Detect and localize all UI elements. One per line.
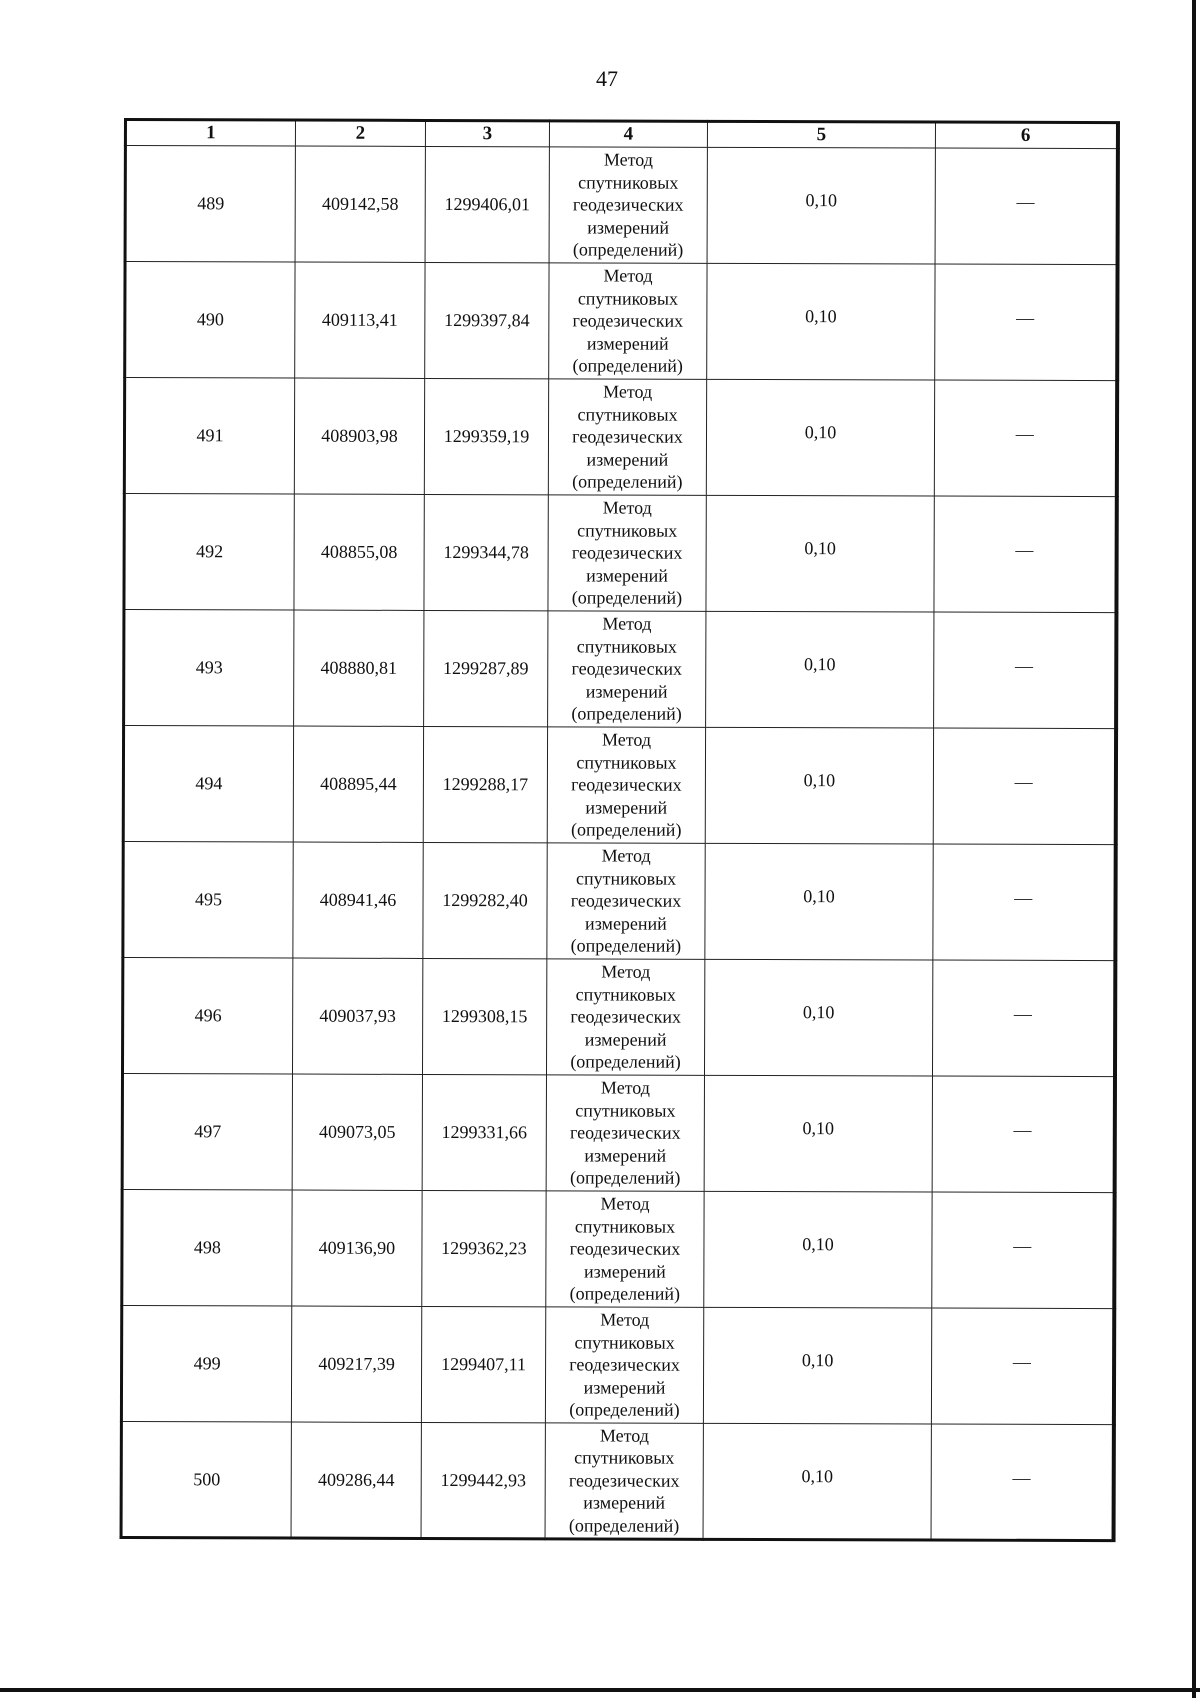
method-line: измерений — [584, 1145, 667, 1166]
method-line: спутниковых — [577, 520, 678, 541]
point-number-cell: 498 — [122, 1189, 292, 1306]
accuracy-cell: 0,10 — [707, 147, 935, 264]
point-number-cell: 497 — [122, 1074, 292, 1191]
method-cell — [548, 495, 706, 611]
method-line: геодезических — [569, 1122, 681, 1144]
y-coordinate-cell: 1299282,40 — [423, 842, 547, 958]
point-number-cell: 489 — [125, 146, 295, 263]
method-cell — [546, 1191, 704, 1307]
table-row — [121, 1421, 1113, 1540]
method-line: Метод — [602, 613, 652, 634]
method-line: спутниковых — [575, 984, 676, 1005]
method-line: Метод — [602, 497, 652, 518]
accuracy-cell: 0,10 — [706, 379, 934, 496]
accuracy-cell: 0,10 — [706, 495, 934, 612]
method-line: геодезических — [572, 194, 684, 216]
method-line: спутниковых — [575, 1100, 676, 1121]
method-line: геодезических — [571, 658, 683, 680]
method-cell — [545, 1307, 703, 1423]
y-coordinate-cell: 1299397,84 — [425, 262, 549, 378]
method-line: Метод — [603, 381, 653, 402]
table-row — [123, 842, 1115, 961]
method-line: спутниковых — [577, 288, 679, 309]
x-coordinate-cell: 409113,41 — [295, 262, 425, 378]
method-line: измерений — [586, 449, 669, 470]
method-cell — [547, 843, 705, 959]
method-line: (определений) — [571, 587, 683, 609]
table-body — [121, 146, 1117, 1541]
method-line: спутниковых — [576, 752, 677, 773]
method-line: (определений) — [572, 355, 683, 377]
accuracy-cell: 0,10 — [704, 959, 932, 1076]
x-coordinate-cell: 408855,08 — [294, 494, 424, 610]
method-cell — [547, 727, 705, 843]
method-cell — [545, 1423, 703, 1539]
table-row — [125, 146, 1117, 265]
method-line: измерений — [585, 681, 668, 702]
table-row — [124, 494, 1116, 613]
y-coordinate-cell: 1299407,11 — [421, 1306, 545, 1422]
note-cell: — — [934, 380, 1116, 497]
y-coordinate-cell: 1299331,66 — [422, 1074, 546, 1190]
column-header-4: 4 — [549, 121, 707, 147]
accuracy-cell: 0,10 — [706, 611, 934, 728]
method-cell — [549, 263, 707, 379]
method-cell — [548, 379, 706, 495]
note-cell: — — [934, 496, 1116, 613]
page-number: 47 — [596, 66, 618, 91]
note-cell: — — [932, 1192, 1114, 1309]
note-cell: — — [935, 264, 1117, 381]
point-number-cell: 492 — [124, 494, 294, 611]
method-line: (определений) — [571, 819, 682, 841]
method-line: (определений) — [569, 1283, 681, 1305]
accuracy-cell: 0,10 — [704, 1191, 932, 1308]
table-header-row — [125, 120, 1117, 149]
x-coordinate-cell: 409217,39 — [291, 1306, 421, 1422]
method-line: измерений — [587, 217, 670, 238]
method-line: (определений) — [571, 703, 682, 725]
method-line: геодезических — [572, 310, 684, 332]
method-line: измерений — [584, 1029, 667, 1050]
method-line: (определений) — [569, 1399, 680, 1421]
method-line: (определений) — [568, 1515, 680, 1536]
x-coordinate-cell: 408880,81 — [294, 610, 424, 726]
x-coordinate-cell: 408903,98 — [294, 378, 424, 494]
column-header-1: 1 — [125, 120, 295, 147]
method-line: измерений — [585, 913, 667, 934]
method-line: (определений) — [569, 1167, 681, 1189]
note-cell: — — [931, 1308, 1113, 1425]
point-number-cell: 495 — [123, 842, 293, 959]
method-line: Метод — [600, 1077, 651, 1098]
point-number-cell: 499 — [121, 1305, 291, 1422]
method-line: геодезических — [570, 890, 682, 912]
method-line: измерений — [583, 1261, 666, 1282]
table-row — [122, 958, 1114, 1077]
note-cell: — — [931, 1424, 1113, 1541]
method-line: спутниковых — [576, 636, 677, 657]
method-line: спутниковых — [574, 1447, 675, 1468]
method-line: Метод — [601, 845, 651, 866]
method-line: измерений — [583, 1492, 666, 1513]
point-number-cell: 494 — [123, 726, 293, 843]
method-line: Метод — [601, 961, 651, 982]
method-line: геодезических — [568, 1470, 680, 1491]
method-line: геодезических — [569, 1238, 681, 1260]
table-row — [122, 1189, 1114, 1308]
method-line: (определений) — [572, 239, 684, 261]
accuracy-cell: 0,10 — [703, 1307, 931, 1424]
table-row — [124, 610, 1116, 729]
coordinates-table — [120, 118, 1120, 1542]
note-cell: — — [935, 148, 1117, 265]
y-coordinate-cell: 1299308,15 — [422, 958, 546, 1074]
method-line: Метод — [600, 1193, 650, 1214]
method-line: спутниковых — [575, 868, 677, 889]
point-number-cell: 496 — [122, 958, 292, 1075]
column-header-5: 5 — [707, 121, 935, 148]
y-coordinate-cell: 1299362,23 — [422, 1190, 546, 1306]
method-line: Метод — [602, 729, 652, 750]
accuracy-cell: 0,10 — [703, 1423, 931, 1540]
note-cell: — — [934, 612, 1116, 729]
method-line: геодезических — [570, 1006, 682, 1028]
note-cell: — — [933, 728, 1115, 845]
x-coordinate-cell: 408941,46 — [293, 842, 423, 958]
note-cell: — — [933, 844, 1115, 961]
accuracy-cell: 0,10 — [704, 1075, 932, 1192]
table-row — [123, 726, 1115, 845]
method-cell — [548, 611, 706, 727]
method-cell — [546, 959, 704, 1075]
method-line: (определений) — [570, 935, 682, 957]
column-header-6: 6 — [935, 122, 1117, 149]
method-line: геодезических — [569, 1354, 680, 1376]
table-row — [121, 1305, 1113, 1424]
table-row — [125, 262, 1117, 381]
x-coordinate-cell: 408895,44 — [293, 726, 423, 842]
column-header-3: 3 — [425, 120, 549, 146]
point-number-cell: 490 — [125, 262, 295, 379]
column-header-2: 2 — [295, 120, 425, 146]
method-line: геодезических — [571, 774, 682, 796]
method-line: (определений) — [570, 1051, 681, 1073]
method-line: геодезических — [571, 542, 683, 564]
method-line: геодезических — [572, 426, 683, 448]
y-coordinate-cell: 1299406,01 — [425, 146, 549, 262]
page-border-right — [1192, 0, 1196, 1698]
x-coordinate-cell: 409142,58 — [295, 146, 425, 262]
method-line: спутниковых — [577, 404, 678, 425]
method-line: (определений) — [572, 471, 683, 493]
x-coordinate-cell: 409136,90 — [292, 1190, 422, 1306]
y-coordinate-cell: 1299288,17 — [423, 726, 547, 842]
table-row — [122, 1074, 1114, 1193]
method-line: измерений — [585, 797, 668, 818]
y-coordinate-cell: 1299359,19 — [424, 378, 548, 494]
method-line: измерений — [586, 565, 668, 586]
x-coordinate-cell: 409286,44 — [291, 1422, 421, 1538]
x-coordinate-cell: 409037,93 — [292, 958, 422, 1074]
accuracy-cell: 0,10 — [705, 727, 933, 844]
method-line: спутниковых — [574, 1216, 676, 1237]
method-line: спутниковых — [574, 1332, 675, 1353]
y-coordinate-cell: 1299287,89 — [424, 610, 548, 726]
method-line: Метод — [603, 265, 653, 286]
x-coordinate-cell: 409073,05 — [292, 1074, 422, 1190]
accuracy-cell: 0,10 — [705, 843, 933, 960]
page-border-bottom — [0, 1688, 1200, 1692]
y-coordinate-cell: 1299344,78 — [424, 494, 548, 610]
point-number-cell: 500 — [121, 1421, 291, 1538]
note-cell: — — [932, 1076, 1114, 1193]
method-line: спутниковых — [578, 172, 679, 193]
method-line: Метод — [603, 149, 653, 170]
method-cell — [549, 147, 707, 263]
method-cell — [546, 1075, 704, 1191]
method-line: Метод — [599, 1425, 649, 1446]
method-line: измерений — [583, 1377, 666, 1398]
point-number-cell: 491 — [124, 378, 294, 495]
method-line: Метод — [600, 1309, 650, 1330]
table-row — [124, 378, 1116, 497]
point-number-cell: 493 — [124, 610, 294, 727]
accuracy-cell: 0,10 — [707, 263, 935, 380]
y-coordinate-cell: 1299442,93 — [421, 1422, 545, 1538]
note-cell: — — [932, 960, 1114, 1077]
method-line: измерений — [586, 333, 669, 354]
